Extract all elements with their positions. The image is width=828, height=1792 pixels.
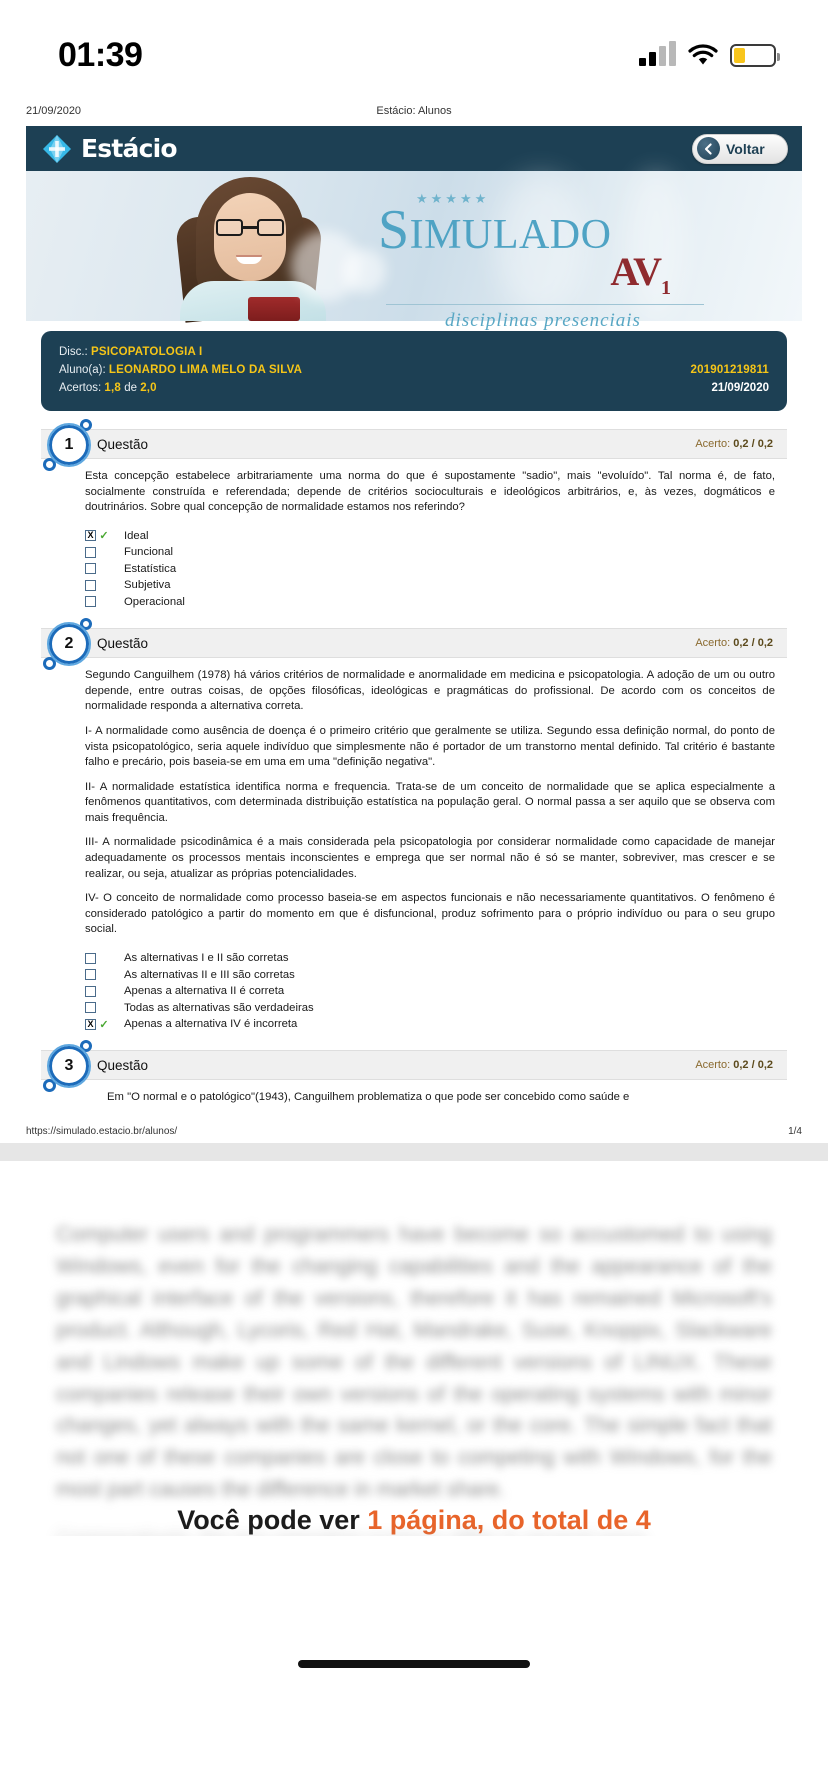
answer-option[interactable] — [85, 561, 775, 578]
blurred-preview-text: Computer users and programmers have become so accustomed to using Windows, even for the changing capabilities and the appearance of the graphical interface of the versions, therefore it has remained Microsoft's product. Although, Lycoris, Red Hat, Mandrake, Suse, Knoppix, Slackware and Lindows make up some of the different versions of LINUX. These companies release their own versions of the operating systems with minor changes, yet always with the same kernel, or the core. The simple fact that not one of these companies are close to competing with Windows, for the most part causes the difference in market share. — [56, 1222, 772, 1502]
student-name: LEONARDO LIMA MELO DA SILVA — [108, 364, 303, 376]
correct-answer-check-icon: ✓ — [99, 530, 109, 543]
page-separator — [0, 1143, 828, 1161]
answer-options — [41, 516, 787, 611]
question-score-value: 0,2 — [733, 637, 749, 650]
answer-status-placeholder — [96, 985, 112, 997]
estacio-app-bar — [26, 126, 802, 171]
question-score-value: 0,2 — [733, 438, 749, 450]
answer-option-label: Apenas a alternativa II é correta — [124, 985, 285, 998]
paywall-highlight: 1 página, do total de 4 — [367, 1504, 651, 1535]
question-label: Questão — [97, 635, 149, 651]
questions-list — [26, 429, 802, 1106]
brand — [42, 134, 177, 164]
back-button-label: Voltar — [726, 140, 765, 157]
paywall-prefix: Você pode ver — [177, 1504, 368, 1535]
status-bar — [0, 0, 828, 92]
question-block — [41, 429, 787, 610]
score-of: de — [124, 382, 137, 394]
answer-option-label: Todas as alternativas são verdadeiras — [124, 1001, 314, 1014]
checkbox-mark: X — [87, 530, 94, 541]
answer-option[interactable] — [85, 544, 775, 561]
simulado-banner — [26, 171, 802, 331]
answer-status-placeholder — [96, 1002, 112, 1014]
question-paragraph: Esta concepção estabelece arbitrariamente uma norma do que é supostamente "sadio", mais "evoluído". Tal norma é, de fato, socialmente construída e referendada; depende de critérios socioculturais e ideológicos arbitrários, e, às vezes, dogmáticos e doutrinários. Sobre qual concepção de normalidade estamos nos referindo? — [85, 470, 775, 514]
score-total: 2,0 — [140, 382, 157, 394]
question-text — [41, 658, 787, 938]
answer-status-placeholder — [96, 546, 112, 558]
banner-av-sub: 1 — [661, 277, 670, 299]
estacio-diamond-logo — [42, 134, 72, 164]
cellular-signal-icon — [639, 44, 676, 66]
chevron-left-icon — [697, 137, 720, 160]
banner-divider — [386, 304, 704, 305]
battery-icon — [730, 44, 776, 67]
info-row-discipline — [59, 343, 769, 361]
answer-option-label: Ideal — [124, 529, 149, 542]
question-number: 1 — [49, 425, 89, 465]
answer-option[interactable] — [85, 999, 775, 1016]
checkbox-icon[interactable] — [85, 547, 96, 558]
answer-option[interactable] — [85, 1016, 775, 1033]
question-score — [695, 637, 773, 649]
score-value: 1,8 — [104, 382, 121, 394]
checkbox-mark: X — [87, 1018, 94, 1029]
checkbox-icon[interactable] — [85, 969, 96, 980]
answer-option-label: Subjetiva — [124, 579, 171, 592]
printed-document-page — [0, 92, 828, 1143]
question-paragraph: I- A normalidade como ausência de doença é o primeiro critério que geralmente se utiliza. Segundo essa definição normal, do ponto de vista psicopatológico, seria aquele indivíduo que simplesmente não é portador de um transtorno mental definido. Tal critério é bastante falho e precário, pois baseia-se em uma em uma "definição negativa". — [85, 724, 775, 769]
document-print-header — [0, 100, 828, 122]
back-button[interactable] — [692, 134, 788, 164]
question-number-badge — [43, 618, 95, 670]
answer-option-label: Operacional — [124, 595, 185, 608]
question-paragraph: III- A normalidade psicodinâmica é a mais considerada pela psicopatologia por considerar normalidade como capacidade de manejar adequadamente os processos mentais inconscientes e emprega que ser normal não é só se manter, sobreviver, mas crescer e se realizar, ou seja, atualizar as próprias potencialidades. — [85, 836, 775, 880]
question-block — [41, 628, 787, 1032]
answer-status-placeholder — [96, 952, 112, 964]
status-bar-indicators — [639, 44, 776, 67]
answer-option[interactable] — [85, 950, 775, 967]
question-score — [695, 1059, 773, 1071]
checkbox-icon[interactable] — [85, 563, 96, 574]
answer-status-placeholder — [96, 579, 112, 591]
banner-title-initial: S — [378, 199, 410, 261]
question-score-label: Acerto: — [695, 438, 731, 450]
document-body — [26, 126, 802, 1106]
question-label: Questão — [97, 1057, 149, 1073]
score-label: Acertos: — [59, 382, 102, 394]
question-number: 3 — [49, 1046, 89, 1086]
question-header — [41, 1050, 787, 1080]
question-number-badge — [43, 419, 95, 471]
answer-status-placeholder — [96, 596, 112, 608]
answer-option-label: Apenas a alternativa IV é incorreta — [124, 1018, 298, 1031]
question-paragraph: II- A normalidade estatística identifica norma e frequencia. Trata-se de um conceito de normalidade que se aplica especialmente a fenômenos quantitativos, com determinada distribuição estatística na população geral. O normal passa a ser aquilo que se observa com mais frequência. — [85, 780, 775, 824]
question-number-badge — [43, 1040, 95, 1092]
student-registration: 201901219811 — [690, 364, 769, 376]
question-header — [41, 429, 787, 459]
checkbox-checked-icon[interactable] — [85, 1019, 96, 1030]
question-score — [695, 438, 773, 450]
answer-option[interactable] — [85, 983, 775, 1000]
answer-option[interactable] — [85, 528, 775, 545]
bottom-area — [0, 1536, 828, 1686]
document-print-footer — [0, 1116, 828, 1143]
question-text — [41, 1080, 787, 1106]
blurred-preview — [0, 1161, 828, 1502]
exam-date: 21/09/2020 — [711, 382, 769, 394]
print-title: Estácio: Alunos — [376, 105, 452, 117]
question-paragraph: Segundo Canguilhem (1978) há vários critérios de normalidade e anormalidade em medicina e psicopatologia. A adoção de um ou outro depende, entre outras coisas, de opções filosóficas, ideológicas e pragmáticas do profissional. De acordo com os conceitos de normalidade responda a alternativa correta. — [85, 669, 775, 713]
info-row-score — [59, 379, 769, 397]
footer-url: https://simulado.estacio.br/alunos/ — [26, 1125, 178, 1137]
student-info-card — [41, 331, 787, 411]
question-score-label: Acerto: — [695, 1059, 731, 1072]
checkbox-icon[interactable] — [85, 953, 96, 964]
checkbox-icon[interactable] — [85, 1002, 96, 1013]
answer-option-label: As alternativas I e II são corretas — [124, 952, 289, 965]
answer-option[interactable] — [85, 577, 775, 594]
answer-options — [41, 938, 787, 1033]
banner-av-text: AV — [610, 249, 661, 294]
question-header — [41, 628, 787, 658]
answer-option[interactable] — [85, 594, 775, 611]
banner-stars: ★★★★★ — [416, 191, 490, 206]
discipline-label: Disc.: — [59, 346, 88, 358]
correct-answer-check-icon: ✓ — [99, 1018, 109, 1031]
question-block — [41, 1050, 787, 1106]
brand-name: Estácio — [81, 134, 177, 163]
discipline-value: PSICOPATOLOGIA I — [90, 346, 203, 358]
home-indicator[interactable] — [298, 1660, 530, 1668]
question-score-label: Acerto: — [695, 637, 731, 650]
answer-status-placeholder — [96, 969, 112, 981]
checkbox-icon[interactable] — [85, 986, 96, 997]
answer-option-label: Funcional — [124, 546, 173, 559]
banner-tagline: disciplinas presenciais — [445, 310, 641, 331]
wifi-icon — [688, 44, 718, 67]
checkbox-icon[interactable] — [85, 580, 96, 591]
answer-status-placeholder — [96, 563, 112, 575]
banner-title-rest: IMULADO — [409, 212, 612, 258]
question-label: Questão — [97, 436, 149, 452]
question-paragraph: Em "O normal e o patológico"(1943), Canguilhem problematiza o que pode ser concebido como saúde e — [107, 1091, 630, 1104]
question-text — [41, 459, 787, 516]
question-paragraph: IV- O conceito de normalidade como processo baseia-se em aspectos funcionais e não necessariamente quantitativos. O fenômeno é considerado patológico a partir do momento em que é disfuncional, produz sofrimento para o próprio indivíduo ou para o seu grupo social. — [85, 892, 775, 936]
status-bar-clock: 01:39 — [58, 35, 143, 74]
question-score-total: / 0,2 — [751, 1059, 773, 1072]
answer-option[interactable] — [85, 966, 775, 983]
question-number: 2 — [49, 624, 89, 664]
question-score-total: / 0,2 — [751, 637, 773, 650]
student-label: Aluno(a): — [59, 364, 106, 376]
banner-text — [378, 191, 708, 332]
question-score-value: 0,2 — [733, 1059, 749, 1072]
checkbox-icon[interactable] — [85, 596, 96, 607]
info-row-student — [59, 361, 769, 379]
checkbox-checked-icon[interactable] — [85, 530, 96, 541]
answer-option-label: As alternativas II e III são corretas — [124, 968, 295, 981]
answer-option-label: Estatística — [124, 562, 177, 575]
footer-page-number: 1/4 — [788, 1125, 802, 1137]
question-score-total: / 0,2 — [751, 438, 773, 450]
print-date: 21/09/2020 — [26, 105, 82, 117]
